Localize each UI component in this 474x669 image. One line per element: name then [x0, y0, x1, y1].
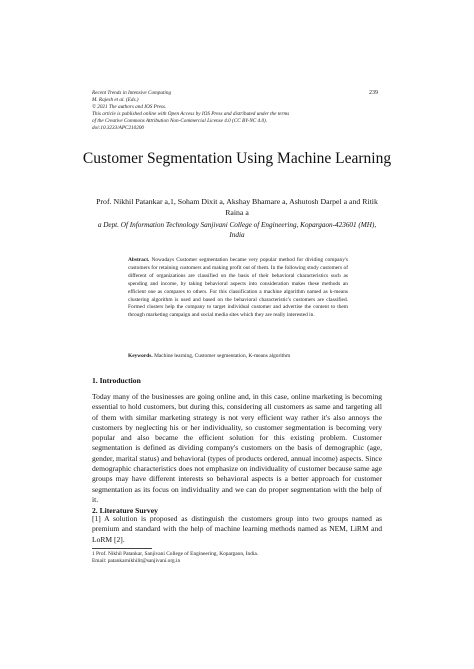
abstract — [128, 257, 348, 320]
section-paragraph: Today many of the businesses are going online and, in this case, online marketing is becoming essential to hold customers, but during this, considering all customers as same and targeting all of them with similar marketing strategy is not very efficient way rather it's also annoys the customers by neglecting his or her individuality, so customer segmentation is becoming very popular and also became the efficient solution for this existing problem. Customer segmentation is defined as dividing company's customers on the basis of demographic (age, gender, marital status) and behavioral (types of products ordered, annual income) aspects. Since demographic characteristics does not emphasize on individuality of customer because same age groups may have different interests so behavioral aspects is a better approach for customer segmentation as its focus on individuality and we can do proper segmentation with the help of it. — [92, 392, 382, 504]
paper-title: Customer Segmentation Using Machine Learning — [82, 150, 392, 167]
keywords — [128, 353, 348, 361]
footnote-email: Email: patankarnikhilit@sanjivani.org.in — [92, 558, 181, 564]
header-line: This article is published online with Open Access by IOS Press and distributed under the terms — [92, 111, 290, 117]
section-heading: 2. Literature Survey — [92, 506, 158, 515]
footnote — [92, 551, 382, 565]
header-line: © 2021 The authors and IOS Press. — [92, 104, 167, 110]
header-line: M. Rajesh et al. (Eds.) — [92, 97, 139, 103]
abstract-text: Nowadays Customer segmentation became very popular method for dividing company's customers for retaining customers and making profit out of them. In the following study customers of different of organizations are classified on the basis of their behavioral characteristics such as spending and income, by taking behavioral aspects into consideration makes these methods an efficient one as compares to others. For this classification a machine algorithm named as k-means clustering algorithm is used and based on the behavioral characteristic's customers are classified. Formed clusters help the company to target individual customer and advertise the content to them through marketing campaign and social media sites which they are really interested in. — [128, 257, 348, 319]
section-heading: 1. Introduction — [92, 376, 141, 385]
footnote-line: 1 Prof. Nikhil Patankar, Sanjivani College of Engineering, Kopargaon, India. — [92, 551, 259, 557]
running-header — [92, 90, 392, 132]
author-list: Prof. Nikhil Patankar a,1, Soham Dixit a, Akshay Bhamare a, Ashutosh Darpel a and Ritik Raina a — [96, 197, 378, 217]
section-paragraph: [1] A solution is proposed as distinguish the customers group into two groups named as premium and standard with the help of machine learning methods named as NEM, LiRM and LoRM [2]. — [92, 514, 382, 544]
header-line: of the Creative Commons Attribution Non-Commercial License 4.0 (CC BY-NC 4.0). — [92, 118, 268, 124]
abstract-label: Abstract. — [128, 257, 150, 263]
keywords-label: Keywords. — [128, 353, 153, 359]
header-line: doi:10.3233/APC210200 — [92, 125, 145, 131]
footnote-divider — [92, 548, 152, 549]
affiliation: a Dept. Of Information Technology Sanjivani College of Engineering, Kopargaon-423601 (MH), India — [97, 221, 377, 239]
keywords-text: Machine learning, Customer segmentation, K-means algorithm — [154, 353, 291, 359]
page-number: 239 — [369, 90, 378, 96]
header-line: Recent Trends in Intensive Computing — [92, 90, 172, 96]
